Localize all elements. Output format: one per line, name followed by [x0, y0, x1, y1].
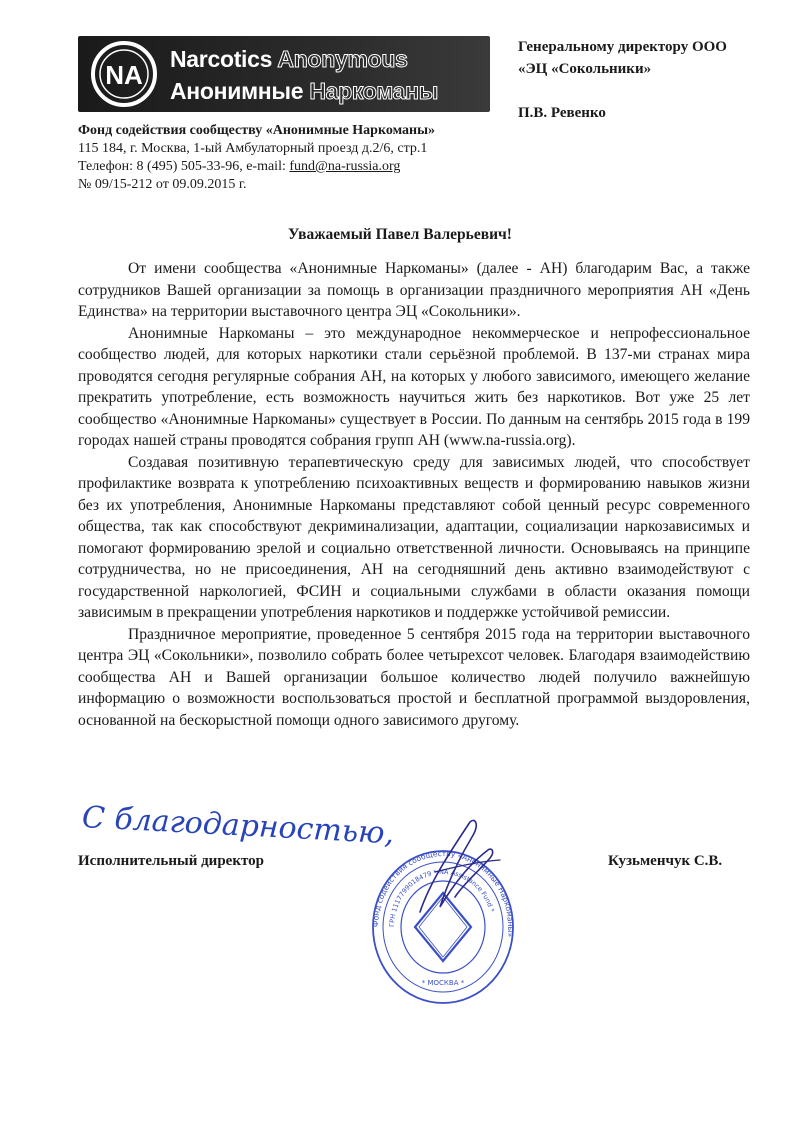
body-paragraph-1: От имени сообщества «Анонимные Наркоманы» (далее - АН) благодарим Вас, а также сотрудников Вашей организации за помощь в организации праздничного мероприятия АН «День Единства» на территории выставочного центра ЭЦ «Сокольники». — [78, 260, 750, 320]
na-emblem-letters: NA — [105, 60, 143, 90]
logo-word-anonymous: Anonymous — [277, 46, 408, 72]
sender-email-link[interactable]: fund@na-russia.org — [289, 159, 401, 174]
logo-text-english — [170, 46, 480, 72]
letter-body — [78, 258, 750, 731]
recipient-position: Генеральному директору ООО — [518, 39, 727, 55]
stamp-city-text: * МОСКВА * — [421, 979, 465, 987]
sender-block — [78, 122, 498, 194]
body-paragraph-3: Создавая позитивную терапевтическую среду для зависимых людей, что способствует профилактике возврата к употреблению психоактивных веществ и формированию навыков жизни без их употребления, Анонимные Наркоманы представляют собой ценный ресурс современного общества, так как способствуют декриминализации, адаптации, социализации наркозависимых и помогают формированию зрелой и социально ответственной личности. Основываясь на принципе сотрудничества, но не присоединения, АН на сегодняшний день активно взаимодействуют с государственной наркологией, ФСИН и социальными службами в области оказания помощи зависимым в прекращении употребления наркотиков и поддержке устойчивой ремиссии. — [78, 453, 750, 621]
letter-reference-number: № 09/15-212 от 09.09.2015 г. — [78, 177, 247, 192]
sender-address: 115 184, г. Москва, 1-ый Амбулаторный проезд д.2/6, стр.1 — [78, 141, 428, 156]
sender-organization: Фонд содействия сообществу «Анонимные Наркоманы» — [78, 123, 436, 138]
recipient-company: «ЭЦ «Сокольники» — [518, 61, 652, 77]
logo-text-russian — [170, 78, 480, 104]
logo-word-anonimnye: Анонимные — [170, 78, 304, 104]
na-logo-banner — [78, 36, 490, 112]
body-paragraph-4: Праздничное мероприятие, проведенное 5 сентября 2015 года на территории выставочного центра ЭЦ «Сокольники», позволило собрать более четырехсот человек. Благодаря взаимодействию сообщества АН и Вашей организации большое количество людей получило важнейшую информацию о возможности воспользоваться простой и бесплатной программой выздоровления, основанной на бескорыстной помощи одного зависимого другому. — [78, 625, 750, 729]
salutation: Уважаемый Павел Валерьевич! — [288, 226, 512, 243]
body-paragraph-2: Анонимные Наркоманы – это международное некоммерческое и непрофессиональное сообщество людей, для которых наркотики стали серьёзной проблемой. В 137-ми странах мира проводятся сегодня регулярные собрания АН, на которых у любого зависимого, имеющего желание прекратить употребление, есть возможность научиться жить без наркотиков. Вот уже 25 лет сообщество «Анонимные Наркоманы» существует в России. По данным на сентябрь 2015 года в 199 городах нашей страны проводятся собрания групп АН (www.na-russia.org). — [78, 324, 750, 449]
handwritten-closing: С благодарностью, — [81, 800, 395, 852]
recipient-block — [518, 36, 778, 124]
signature-icon — [400, 812, 510, 922]
sender-contacts — [78, 158, 498, 176]
na-emblem-icon — [90, 40, 158, 108]
stamp-outer-text: Фонд содействия сообществу «Анонимные Наркоманы» — [370, 848, 516, 938]
signatory-title: Исполнительный директор — [78, 853, 264, 869]
logo-word-narcotics: Narcotics — [170, 46, 273, 72]
signatory-name: Кузьменчук С.В. — [608, 853, 723, 869]
logo-word-narkomany: Наркоманы — [309, 78, 439, 104]
recipient-name: П.В. Ревенко — [518, 105, 606, 121]
sender-phone: Телефон: 8 (495) 505-33-96, e-mail: — [78, 159, 290, 174]
stamp-inner-text: ГРН 1117799018479 * NA Assistance Fund * — [387, 867, 496, 928]
